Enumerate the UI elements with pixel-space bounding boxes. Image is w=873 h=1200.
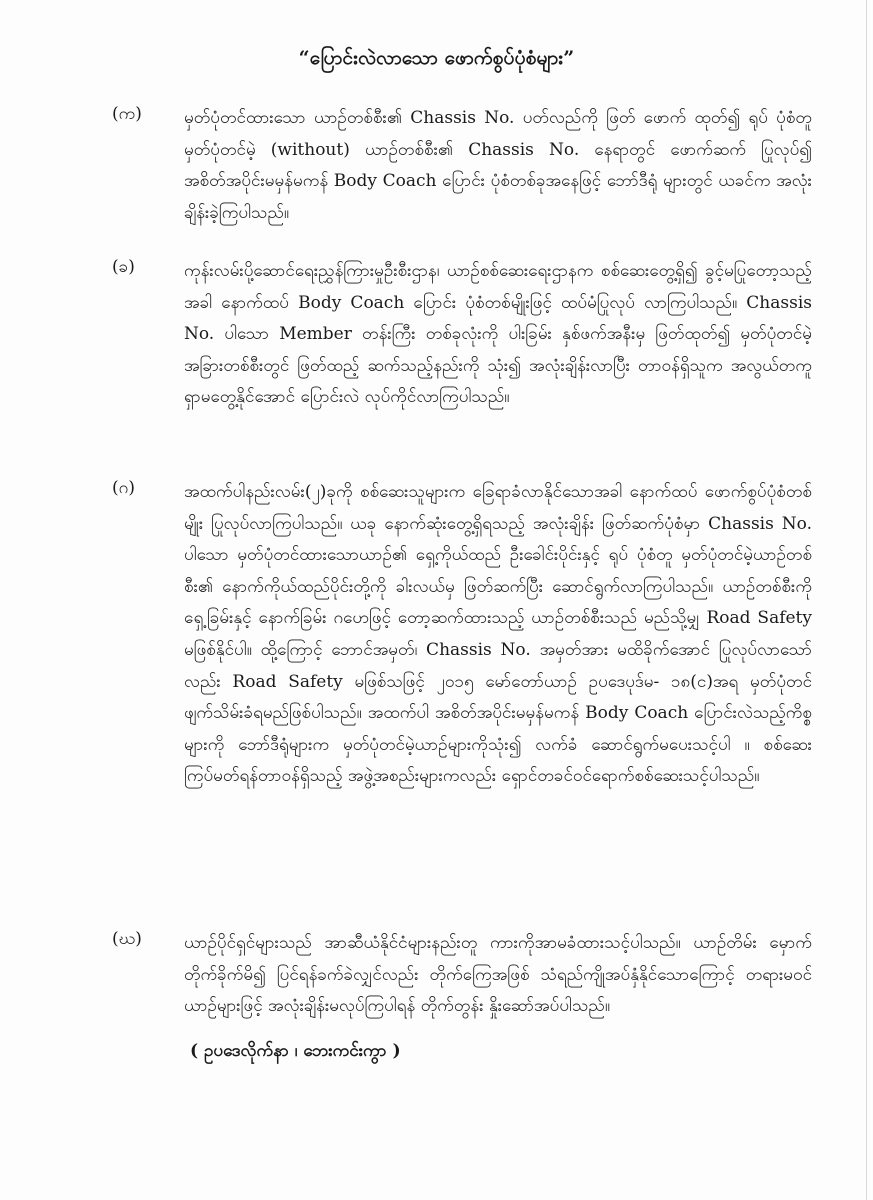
item-label: (ဂ)	[112, 478, 135, 498]
closing-slogan: ( ဥပဒေလိုက်နာ ၊ ဘေးကင်းကွာ )	[190, 1041, 401, 1061]
document-title: “ပြောင်းလဲလာသော ဖောက်စွပ်ပုံစံများ”	[298, 47, 575, 69]
item-label: (က)	[112, 104, 142, 124]
item-label: (ဃ)	[112, 929, 142, 949]
page-edge	[866, 0, 867, 1200]
item-text: အထက်ပါနည်းလမ်း(၂)ခုကို စစ်ဆေးသူများက ခြေရာခံလာနိုင်သောအခါ နောက်ထပ် ဖောက်စွပ်ပုံစံတစ်မျိုး ပြုလုပ်လာကြပါသည်။ ယခု နောက်ဆုံးတွေ့ရှိရသည့် အလုံးချိန်း ဖြတ်ဆက်ပုံစံမှာ Chassis No. ပါသော မှတ်ပုံတင်ထားသောယာဉ်၏ ရှေ့ကိုယ်ထည် ဦးခေါင်းပိုင်းနှင့် ရုပ် ပုံစံတူ မှတ်ပုံတင်မဲ့ယာဉ်တစ်စီး၏ နောက်ကိုယ်ထည်ပိုင်းတို့ကို ခါးလယ်မှ ဖြတ်ဆက်ပြီး ဆောင်ရွက်လာကြပါသည်။ ယာဉ်တစ်စီးကိုရှေ့ခြမ်းနှင့် နောက်ခြမ်း ဂဟေဖြင့် တော့ဆက်ထားသည့် ယာဉ်တစ်စီးသည် မည်သို့မျှ Road Safety မဖြစ်နိုင်ပါ။ ထို့ကြောင့် ဘောင်အမှတ်၊ Chassis No. အမှတ်အား မထိခိုက်အောင် ပြုလုပ်လာသော် လည်း Road Safety မဖြစ်သဖြင့် ၂၀၁၅ မော်တော်ယာဉ် ဥပဒေပုဒ်မ- ၁၈(င)အရ မှတ်ပုံတင်ဖျက်သိမ်းခံရမည်ဖြစ်ပါသည်။ အထက်ပါ အစိတ်အပိုင်းမမှန်မကန် Body Coach ပြောင်းလဲသည့်ကိစ္စများကို ဘော်ဒီရုံများက မှတ်ပုံတင်မဲ့ယာဉ်များကိုသုံး၍ လက်ခံ ဆောင်ရွက်မပေးသင့်ပါ ။ စစ်ဆေးကြပ်မတ်ရန်တာဝန်ရှိသည့် အဖွဲ့အစည်းများကလည်း ရှောင်တခင်ဝင်ရောက်စစ်ဆေးသင့်ပါသည်။	[184, 482, 812, 787]
item-text: ယာဉ်ပိုင်ရှင်များသည် အာဆီယံနိုင်ငံများနည်းတူ ကားကိုအာမခံထားသင့်ပါသည်။ ယာဉ်တိမ်း မှောက်တိုက်ခိုက်မိ၍ ပြင်ရန်ခက်ခဲလျှင်လည်း တိုက်ကြေအဖြစ် သံရည်ကျိုအပ်နှံနိုင်သောကြောင့် တရားမဝင်ယာဉ်များဖြင့် အလုံးချိန်းမလုပ်ကြပါရန် တိုက်တွန်း နှိုးဆော်အပ်ပါသည်။	[184, 933, 812, 1017]
list-item-gha	[112, 928, 812, 1023]
list-item-kha	[112, 256, 812, 414]
list-item-ga	[112, 477, 812, 793]
item-text: မှတ်ပုံတင်ထားသော ယာဉ်တစ်စီး၏ Chassis No. ပတ်လည်ကို ဖြတ် ဖောက် ထုတ်၍ ရုပ် ပုံစံတူ မှတ်ပုံတင်မဲ့ (without) ယာဉ်တစ်စီး၏ Chassis No. နေရာတွင် ဖောက်ဆက် ပြုလုပ်၍ အစိတ်အပိုင်းမမှန်မကန် Body Coach ပြောင်း ပုံစံတစ်ခုအနေဖြင့် ဘော်ဒီရုံ များတွင် ယခင်က အလုံးချိန်းခဲ့ကြပါသည်။	[184, 108, 812, 223]
list-item-ka	[112, 103, 812, 229]
item-text: ကုန်းလမ်းပို့ဆောင်ရေးညွှန်ကြားမှုဦးစီးဌာန၊ ယာဉ်စစ်ဆေးရေးဌာနက စစ်ဆေးတွေ့ရှိ၍ ခွင့်မပြုတော့သည့်အခါ နောက်ထပ် Body Coach ပြောင်း ပုံစံတစ်မျိုးဖြင့် ထပ်မံပြုလုပ် လာကြပါသည်။ Chassis No. ပါသော Member တန်းကြီး တစ်ခုလုံးကို ပါးခြမ်း နှစ်ဖက်အနီးမှ ဖြတ်ထုတ်၍ မှတ်ပုံတင်မဲ့အခြားတစ်စီးတွင် ဖြတ်ထည့် ဆက်သည့်နည်းကို သုံး၍ အလုံးချိန်းလာပြီး တာဝန်ရှိသူက အလွယ်တကူ ရှာမတွေ့နိုင်အောင် ပြောင်းလဲ လုပ်ကိုင်လာကြပါသည်။	[184, 261, 812, 408]
item-label: (ခ)	[112, 257, 135, 277]
